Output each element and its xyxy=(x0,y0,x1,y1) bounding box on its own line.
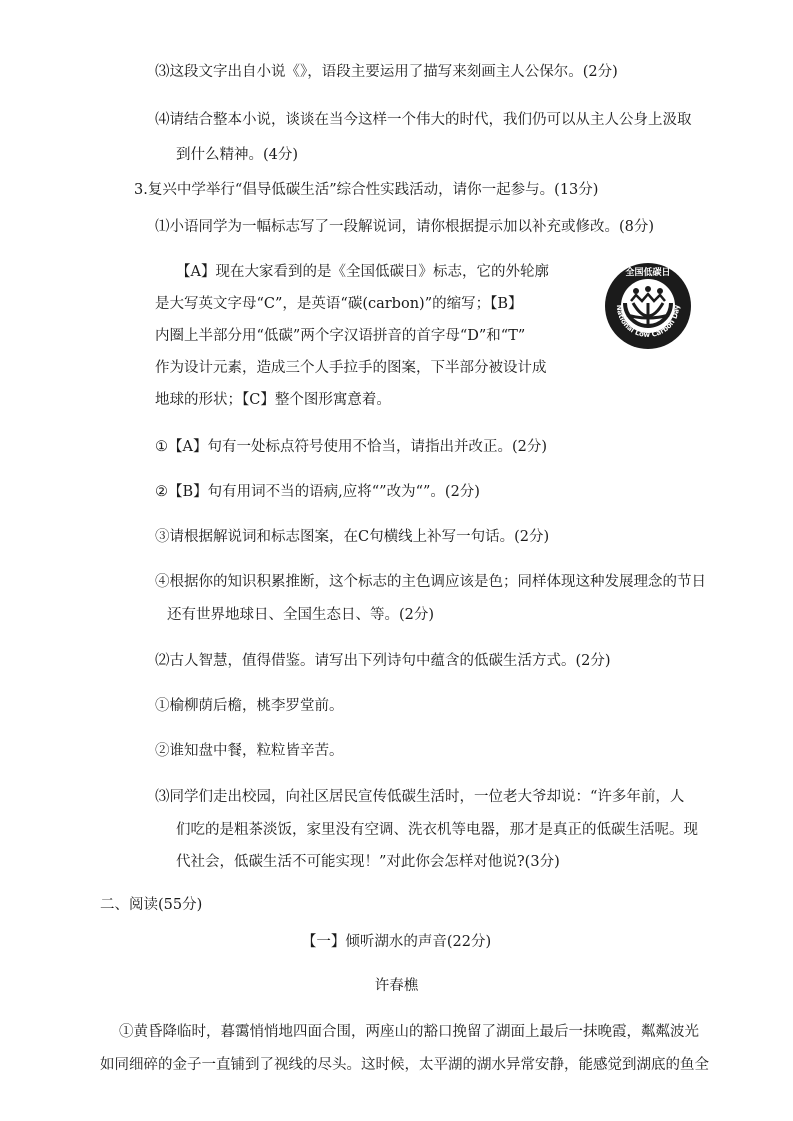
passage-line5: 地球的形状；【C】整个图形寓意着。 xyxy=(155,392,391,408)
passage-line1: 【A】现在大家看到的是《全国低碳日》标志，它的外轮廓 xyxy=(176,264,549,280)
poem-line-2: ②谁知盘中餐，粒粒皆辛苦。 xyxy=(155,743,344,759)
question-3-title: 3.复兴中学举行“倡导低碳生活”综合性实践活动，请你一起参与。(13分) xyxy=(134,182,599,198)
passage-line3: 内圈上半部分用“低碳”两个字汉语拼音的首字母“D”和“T” xyxy=(155,328,526,344)
item-1: ①【A】句有一处标点符号使用不恰当，请指出并改正。(2分) xyxy=(155,439,548,455)
question-sub4-line2: 到什么精神。(4分) xyxy=(176,147,299,163)
item-3: ③请根据解说词和标志图案，在C句横线上补写一句话。(2分) xyxy=(155,529,550,545)
section-heading: 二、阅读(55分) xyxy=(100,897,203,913)
logo-ring-text: National Low Carbon Day xyxy=(614,304,682,340)
question-sub4-line1: ⑷请结合整本小说，谈谈在当今这样一个伟大的时代，我们仍可以从主人公身上汲取 xyxy=(155,112,692,128)
article-author: 许春樵 xyxy=(374,978,419,994)
passage-line2: 是大写英文字母“C”，是英语“碳(carbon)”的缩写；【B】 xyxy=(155,296,523,312)
question-3-part1: ⑴小语同学为一幅标志写了一段解说词，请你根据提示加以补充或修改。(8分) xyxy=(155,219,655,235)
low-carbon-day-logo xyxy=(603,261,693,351)
item-2: ②【B】句有用词不当的语病,应将“”改为“”。(2分) xyxy=(155,484,480,500)
body-line-2: 如同细碎的金子一直铺到了视线的尽头。这时候，太平湖的湖水异常安静，能感觉到湖底的鱼全 xyxy=(100,1057,709,1073)
logo-top-text: 全国低碳日 xyxy=(625,268,671,278)
item-4-line2: 还有世界地球日、全国生态日、等。(2分) xyxy=(167,607,435,623)
question-3-part3-line1: ⑶同学们走出校园，向社区居民宣传低碳生活时，一位老大爷却说：“许多年前，人 xyxy=(155,789,685,805)
body-line-1: ①黄昏降临时，暮霭悄悄地四面合围，两座山的豁口挽留了湖面上最后一抹晚霞，粼粼波光 xyxy=(119,1024,699,1040)
article-title: 【一】倾听湖水的声音(22分) xyxy=(301,934,492,950)
question-3-part3-line2: 们吃的是粗茶淡饭，家里没有空调、洗衣机等电器，那才是真正的低碳生活呢。现 xyxy=(176,822,698,838)
passage-line4: 作为设计元素，造成三个人手拉手的图案，下半部分被设计成 xyxy=(155,360,547,376)
poem-line-1: ①榆柳荫后檐，桃李罗堂前。 xyxy=(155,698,344,714)
question-3-part3-line3: 代社会，低碳生活不可能实现！”对此你会怎样对他说?(3分) xyxy=(176,854,560,870)
question-sub3: ⑶这段文字出自小说《》，语段主要运用了描写来刻画主人公保尔。(2分) xyxy=(155,64,618,80)
item-4-line1: ④根据你的知识积累推断，这个标志的主色调应该是色；同样体现这种发展理念的节日 xyxy=(155,574,706,590)
question-3-part2: ⑵古人智慧，值得借鉴。请写出下列诗句中蕴含的低碳生活方式。(2分) xyxy=(155,653,611,669)
